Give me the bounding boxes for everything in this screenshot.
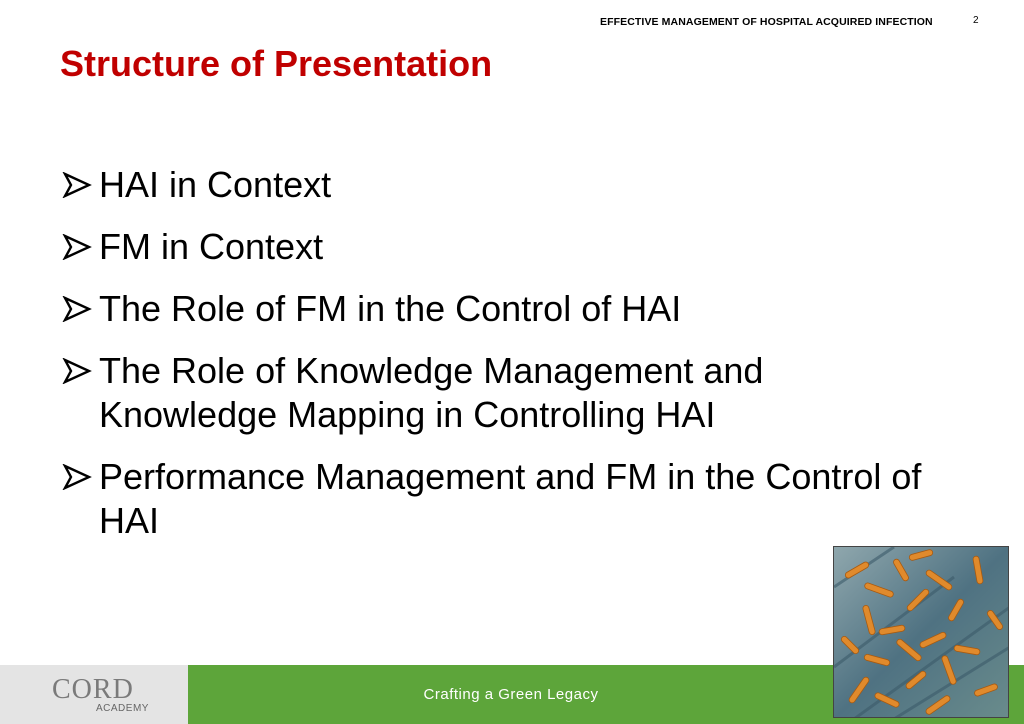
footer-tagline: Crafting a Green Legacy <box>423 686 599 703</box>
slide-title: Structure of Presentation <box>60 43 493 84</box>
arrow-bullet-icon <box>62 287 99 331</box>
bullet-list <box>62 163 922 561</box>
logo-subtitle: ACADEMY <box>96 703 149 714</box>
bullet-item <box>62 349 922 437</box>
bullet-text: HAI in Context <box>99 164 332 205</box>
arrow-bullet-icon <box>62 163 99 207</box>
bullet-item <box>62 287 922 331</box>
page-number: 2 <box>973 15 979 26</box>
bacteria-micrograph-image <box>833 546 1009 718</box>
bullet-text: The Role of FM in the Control of HAI <box>99 288 682 329</box>
logo-wordmark: CORD <box>52 674 134 705</box>
cord-academy-logo <box>52 675 152 717</box>
footer-logo-area <box>0 665 188 724</box>
bullet-text: FM in Context <box>99 226 324 267</box>
bullet-text: Performance Management and FM in the Control of HAI <box>99 456 922 541</box>
bullet-item <box>62 455 922 543</box>
bullet-item <box>62 225 922 269</box>
arrow-bullet-icon <box>62 225 99 269</box>
bullet-item <box>62 163 922 207</box>
arrow-bullet-icon <box>62 349 99 393</box>
bullet-text: The Role of Knowledge Management and Knowledge Mapping in Controlling HAI <box>99 350 764 435</box>
running-header: EFFECTIVE MANAGEMENT OF HOSPITAL ACQUIRED INFECTION <box>600 16 933 28</box>
arrow-bullet-icon <box>62 455 99 499</box>
